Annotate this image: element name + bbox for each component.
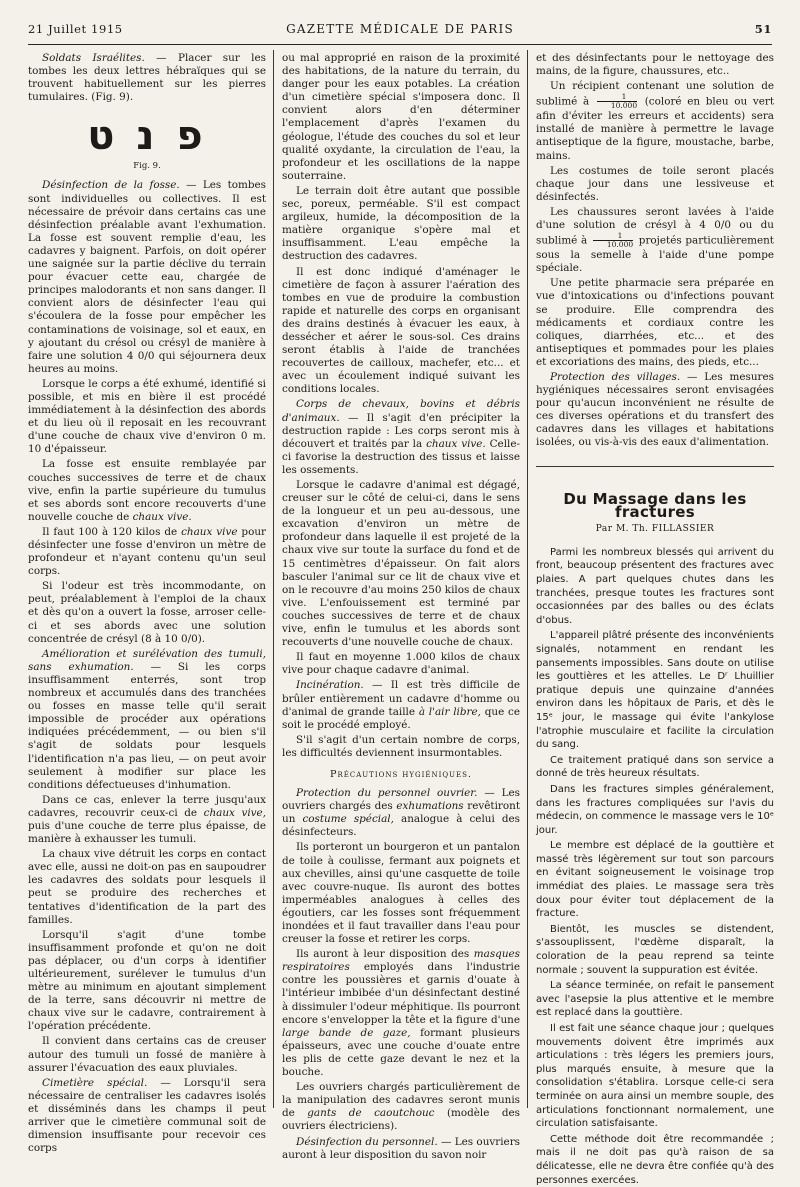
paragraph: Le terrain doit être autant que possible sec, poreux, perméable. S'il est compact argileux, humide, la décomposition de la matière organique s'opère mal et insuffisamment. L'eau empêche la destruction des cadavres. (282, 184, 520, 263)
article-body (536, 546, 774, 1187)
paragraph: Il faut 100 à 120 kilos de chaux vive pour désinfecter une fosse d'environ un mètre de profondeur et n'ayant contenu qu'un seul corps. (28, 525, 266, 578)
paragraph: La fosse est ensuite remblayée par couches successives de terre et de chaux vive, enfin la partie supérieure du tumulus et ses abords sont encore recouverts d'une nouvelle couche de chaux vive. (28, 458, 266, 523)
paragraph: Parmi les nombreux blessés qui arrivent du front, beaucoup présentent des fractures avec plaies. A part quelques chutes dans les tranchées, presque toutes les fractures sont occasionnées par des balles ou des éclats d'obus. (536, 546, 774, 626)
section-heading: Précautions hygiéniques. (330, 768, 472, 780)
column-divider (273, 50, 274, 1108)
paragraph: L'appareil plâtré présente des inconvénients signalés, notamment en rendant les pansements impossibles. Sans doute on utilise les gouttières et les attelles. Le Dʳ Lhuillier pratique depuis une quinzaine d'années environ dans les hôpitaux de Paris, et dès le 15ᵉ jour, le massage qui évite l'ankylose l'atrophie musculaire et facilite la circulation du sang. (536, 630, 774, 751)
paragraph: Il convient dans certains cas de creuser autour des tumuli un fossé de manière à assurer l'évacuation des eaux pluviales. (28, 1035, 266, 1074)
paragraph: Protection des villages. — Les mesures hygiéniques nécessaires seront envisagées pour qu'aucun inconvénient ne résulte de ces diverses opérations et du transfert des cadavres dans les villages et habitations isolées, ou vis-à-vis des eaux d'alimentation. (536, 370, 775, 449)
section-lead: Protection du personnel ouvrier. (296, 787, 478, 800)
paragraph: Dans les fractures simples généralement, dans les fractures compliquées sur l'avis du médecin, on commence le massage vers le 10ᵉ jour. (536, 783, 774, 836)
paragraph: Si l'odeur est très incommodante, on peut, préalablement à l'emploi de la chaux et dès qu'on a ouvert la fosse, arroser celle-ci et ses abords avec une solution concentrée de crésyl (8 à 10 0/0). (28, 580, 266, 645)
paragraph: Il faut en moyenne 1.000 kilos de chaux vive pour chaque cadavre d'animal. (282, 651, 520, 677)
journal-title: GAZETTE MÉDICALE DE PARIS (286, 22, 514, 36)
paragraph: Cimetière spécial. — Lorsqu'il sera nécessaire de centraliser les cadavres isolés et disséminés dans les champs il peut arriver que le cimetière communal soit de dimension insuffisante pour recevoir ces corps (28, 1076, 266, 1155)
paragraph: Bientôt, les muscles se distendent, s'assouplissent, l'œdème disparaît, la coloration de la peau reprend sa teinte normale ; souvent la suppuration est évitée. (536, 923, 774, 976)
column-divider (527, 50, 528, 1108)
paragraph: La chaux vive détruit les corps en contact avec elle, aussi ne doit-on pas en saupoudrer les cadavres des soldats pour lesquels il peut se produire des recherches et tentatives d'identification de la part des familles. (28, 848, 266, 926)
figure-caption: Fig. 9. (133, 161, 161, 172)
page-header (28, 20, 772, 42)
paragraph: Lorsqu'il s'agit d'une tombe insuffisamment profonde et qu'on ne doit pas déplacer, ou d'un corps à identifier ultérieurement, surélever le tumulus d'un mètre au minimum en ajoutant simplement de la terre, sans découvrir ni mettre de chaux vive sur le cadavre, contrairement à l'opération précédente. (28, 928, 266, 1033)
fraction: $\frac{1}{10.000}$ (597, 93, 637, 110)
paragraph: Il est fait une séance chaque jour ; quelques mouvements doivent être imprimés aux articulations : très légers les premiers jours, plus marqués ensuite, à mesure que la consolidation s'établira. Lorsque celle-ci sera terminée on aura ainsi un membre souple, des articulations fonctionnant normalement, une circulation satisfaisante. (536, 1023, 774, 1130)
column-left (28, 52, 267, 1155)
section-lead: Soldats Israélites. (42, 52, 145, 64)
article-divider (536, 466, 774, 467)
paragraph: Les chaussures seront lavées à l'aide d'une solution de crésyl à 4 0/0 ou du sublimé à $\frac{1}{10.000}$ projetés particulièrement sous la semelle à l'aide d'une pompe spéciale. (536, 205, 774, 275)
paragraph: Cette méthode doit être recommandée ; mais il ne doit pas qu'à raison de sa délicatesse, elle ne devra être confiée qu'à des personnes exercées. (536, 1133, 774, 1186)
paragraph: Ils porteront un bourgeron et un pantalon de toile à coulisse, fermant aux poignets et aux chevilles, ainsi qu'une casquette de toile avec couvre-nuque. Ils auront des bottes imperméables analogues à celles des égoutiers, car les fosses sont fréquemment inondées et il faut travailler dans l'eau pour creuser la fosse et retirer les corps. (282, 841, 520, 946)
paragraph: Protection du personnel ouvrier. — Les ouvriers chargés des exhumations revêtiront un costume spécial, analogue à celui des désinfecteurs. (282, 787, 521, 839)
paragraph: S'il s'agit d'un certain nombre de corps, les difficultés deviennent insurmontables. (282, 733, 520, 759)
fraction: $\frac{1}{10.000}$ (593, 232, 633, 249)
article-title: Du Massage dans les fractures (563, 489, 747, 521)
paragraph: Ils auront à leur disposition des masques respiratoires employés dans l'industrie contre les poussières et garnis d'ouate à l'intérieur imbibée d'un désinfectant destiné à dissimuler l'odeur méphitique. Ils pourront encore s'envelopper la tête et la figure d'une large bande de gaze, formant plusieurs épaisseurs, avec une couche d'ouate entre les plis de cette gaze devant le nez et la bouche. (282, 948, 520, 1079)
paragraph: Les costumes de toile seront placés chaque jour dans une lessiveuse et désinfectés. (536, 164, 774, 203)
column-right (536, 52, 775, 1186)
paragraph: Ce traitement pratiqué dans son service a donné de très heureux résultats. (536, 754, 774, 780)
paragraph: Il est donc indiqué d'aménager le cimetière de façon à assurer l'aération des tombes en vue de produire la combustion rapide et naturelle des corps en organisant des drains destinés à évacuer les eaux, à dessécher et aérer le sous-sol. Ces drains seront établis à l'aide de tranchées recouvertes de cailloux, machefer, etc... et avec un écoulement indiqué suivant les conditions locales. (282, 265, 520, 396)
section-lead: Corps de chevaux, bovins et débris d'animaux. (282, 398, 520, 424)
paragraph: La séance terminée, on refait le pansement avec l'asepsie la plus attentive et le membre est replacé dans la gouttière. (536, 980, 774, 1019)
paragraph: Corps de chevaux, bovins et débris d'animaux. — Il s'agit d'en précipiter la destruction rapide : Les corps seront mis à découvert et traités par la chaux vive. Celle-ci favorise la destruction des tissus et laisse les ossements. (282, 398, 521, 476)
paragraph: Soldats Israélites. — Placer sur les tombes les deux lettres hébraïques qui se trouvent habituellement sur les pierres tumulaires. (Fig. 9). (28, 52, 266, 104)
paragraph: Désinfection du personnel. — Les ouvriers auront à leur disposition du savon noir (282, 1135, 520, 1161)
paragraph: Un récipient contenant une solution de sublimé à $\frac{1}{10.000}$ (coloré en bleu ou vert afin d'éviter les erreurs et accidents) sera installé de manière à permettre le lavage antiseptique de la figure, moustache, barbe, mains. (536, 80, 774, 162)
section-lead: Incinération. (296, 679, 364, 692)
section-lead: Désinfection du personnel. (296, 1135, 438, 1148)
header-rule (28, 44, 772, 45)
column-middle (282, 52, 521, 1161)
paragraph: et des désinfectants pour le nettoyage des mains, de la figure, chaussures, etc.. (536, 52, 774, 78)
section-lead: Amélioration et surélévation des tumuli, sans exhumation. (28, 647, 266, 673)
paragraph: Lorsque le corps a été exhumé, identifié si possible, et mis en bière il est procédé immédiatement à la désinfection des abords et du lieu où il reposait en les recouvrant d'une couche de chaux vive d'environ 0 m. 10 d'épaisseur. (28, 377, 266, 456)
paragraph: Incinération. — Il est très difficile de brûler entièrement un cadavre d'homme ou d'animal de grande taille à l'air libre, que ce soit le procédé employé. (282, 679, 520, 731)
section-lead: Cimetière spécial. (42, 1076, 148, 1089)
paragraph: Les ouvriers chargés particulièrement de la manipulation des cadavres seront munis de gants de caoutchouc (modèle des ouvriers électriciens). (282, 1081, 520, 1133)
section-lead: Protection des villages. (550, 370, 681, 383)
section-lead: Désinfection de la fosse. (42, 179, 180, 192)
paragraph: Une petite pharmacie sera préparée en vue d'intoxications ou d'infections pouvant se produire. Elle comprendra des médicaments et cordiaux contre les coliques, diarrhées, etc... et des antiseptiques et pommades pour les plaies et excoriations des mains, des pieds, etc... (536, 277, 774, 368)
paragraph: Le membre est déplacé de la gouttière et massé très légèrement sur tout son parcours en évitant soigneusement le voisinage trop immédiat des plaies. Le massage sera très doux pour éviter tout déplacement de la fracture. (536, 840, 774, 920)
paragraph: Lorsque le cadavre d'animal est dégagé, creuser sur le côté de celui-ci, dans le sens de la longueur et un peu au-dessous, une excavation d'environ un mètre de profondeur dans laquelle il est projeté de la chaux vive sur toute la surface du fond et de 15 centimètres d'épaisseur. On fait alors basculer l'animal sur ce lit de chaux vive et on le recouvre d'au moins 250 kilos de chaux vive. L'enfouissement est terminé par couches successives de terre et de chaux vive, enfin le tumulus et les abords sont recouverts d'une nouvelle couche de chaux. (282, 479, 520, 649)
issue-date: 21 Juillet 1915 (28, 22, 123, 36)
hebrew-letters-figure: פ נ ט (87, 113, 207, 160)
page-number: 51 (754, 22, 772, 36)
paragraph: ou mal approprié en raison de la proximité des habitations, de la nature du terrain, du danger pour les eaux potables. La création d'un cimetière spécial s'imposera donc. Il convient alors d'en déterminer l'emplacement d'après l'examen du géologue, l'étude des couches du sol et leur qualité oxydante, la circulation de l'eau, la profondeur et les oscillations de la nappe souterraine. (282, 52, 520, 182)
paragraph: Dans ce cas, enlever la terre jusqu'aux cadavres, recouvrir ceux-ci de chaux vive, puis d'une couche de terre plus épaisse, de manière à exhausser les tumuli. (28, 793, 267, 846)
paragraph: Amélioration et surélévation des tumuli, sans exhumation. — Si les corps insuffisamment enterrés, sont trop nombreux et accumulés dans des tranchées ou fosses en masse telle qu'il serait impossible de procéder aux opérations indiquées précédemment, — ou bien s'il s'agit de soldats pour lesquels l'identification n'a pas lieu, — on peut avoir seulement à modifier sur place les conditions défectueuses d'inhumation. (28, 647, 267, 791)
paragraph: Désinfection de la fosse. — Les tombes sont individuelles ou collectives. Il est nécessaire de prévoir dans certains cas une désinfection préalable avant l'exhumation. La fosse est souvent remplie d'eau, les cadavres y baignent. Parfois, on doit opérer une saignée sur la partie déclive du terrain pour évacuer cette eau, chargée de principes malodorants et non sans danger. Il convient alors de désinfecter l'eau qui s'écoulera de la fosse pour empêcher les contaminations de voisinage, sol et eaux, en y ajoutant du crésol ou crésyl de manière à faire une solution 4 0/0 qui séjournera deux heures au moins. (28, 179, 266, 375)
article-byline: Par M. Th. FILLASSIER (595, 523, 715, 534)
